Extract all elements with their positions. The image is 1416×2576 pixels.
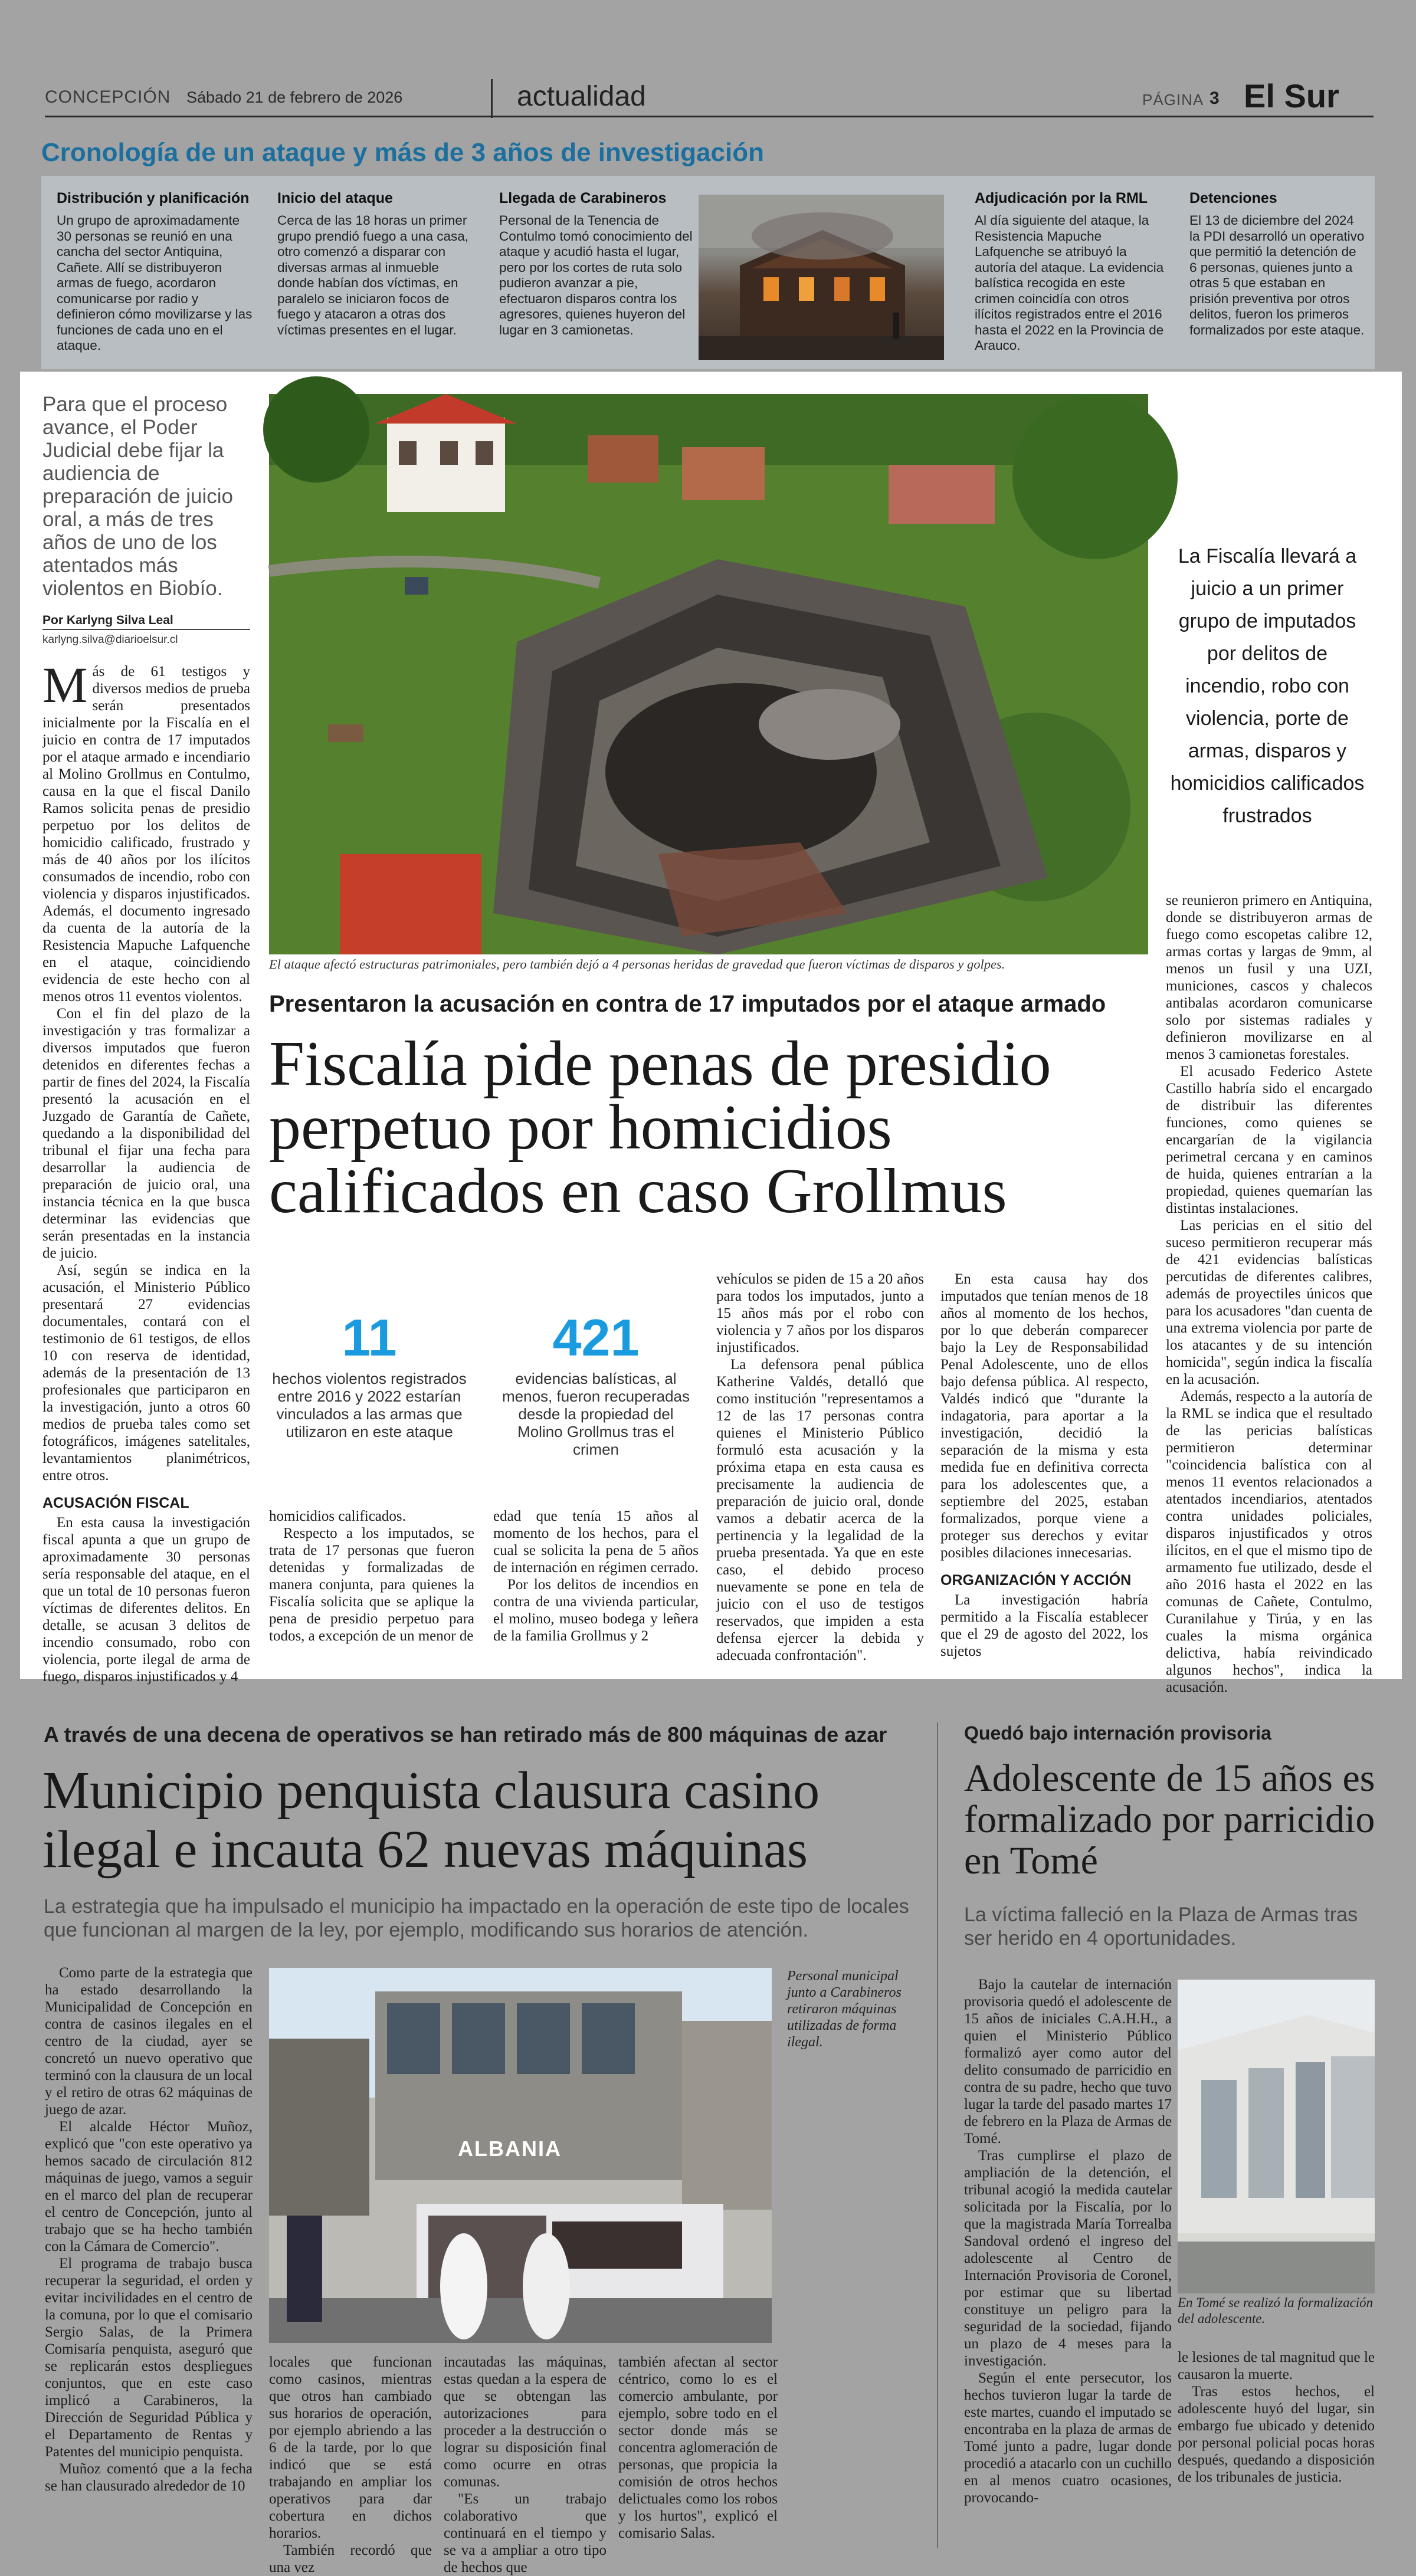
body-paragraph: El programa de trabajo busca recuperar la seguridad, el orden y evitar incivilidades en el centro de la comuna, por lo que el comisario Sergio Salas, de la Primera Comisaría penquista, aseguró que se replicarán estos despliegues conjuntos, que en este caso implicó a Carabineros, la Dirección de Seguridad Pública y el Departamento de Rentas y Patentes del municipio penquista. bbox=[45, 2256, 253, 2460]
body-paragraph: Según el ente persecutor, los hechos tuvieron lugar la tarde de este martes, cuando el imputado se encontraba en la plaza de armas de Tomé junto a padre, lugar donde procedió a atacarlo con un cuchillo en al menos cuatro ocasiones, provocando- bbox=[964, 2370, 1172, 2506]
byline-rule bbox=[42, 629, 250, 630]
byline: Por Karlyng Silva Leal bbox=[42, 613, 173, 627]
body-paragraph: La defensora penal pública Katherine Valdés, detalló que como institución "representamos a 12 de las 17 personas contra quienes el Ministerio Público formuló esta acusación y la próxima etapa en esta causa es precisamente la audiencia de preparación de juicio oral, donde vamos a debatir acerca de la pertinencia y la legalidad de la prueba presentada. Ya que en este caso, el debido proceso nuevamente se pone en tela de juicio con el uso de testigos reservados, que impiden a esta defensa ejercer la debida y adecuada confrontación". bbox=[716, 1357, 924, 1663]
body-paragraph: Por los delitos de incendios en contra de una vivienda particular, el molino, museo bodega y leñera de la familia Grollmus y 2 bbox=[493, 1577, 699, 1644]
body-paragraph: El acusado Federico Astete Castillo habría sido el encargado de distribuir las diferentes funciones, como quienes se encargarían de la vigilancia perimetral cercana y en caminos de huida, quienes entrarían a la propiedad, quienes quemarían las distintas instalaciones. bbox=[1166, 1064, 1372, 1216]
casino-photo-caption: Personal municipal junto a Carabineros retiraron máquinas utilizadas de forma ilegal. bbox=[787, 1968, 902, 2050]
timeline-text: Al día siguiente del ataque, la Resistencia Mapuche Lafquenche se atribuyó la autoría del ataque. La evidencia balística recogida en este crimen coincidía con otros ilícitos registrados entre el 2016 hasta el 2022 en la Provincia de Arauco. bbox=[975, 213, 1164, 353]
aerial-photo-caption: El ataque afectó estructuras patrimoniales, pero también dejó a 4 personas heridas de gravedad que fueron víctimas de disparos y golpes. bbox=[269, 957, 1005, 972]
drop-cap: M bbox=[42, 657, 88, 713]
body-paragraph: Bajo la cautelar de internación provisoria quedó el adolescente de 15 años de iniciales C.A.H.H., a quien el Ministerio Público formalizó ayer como autor del delito consumado de parricidio en contra de su padre, hecho que tuvo lugar la tarde del pasado martes 17 de febrero en la Plaza de Armas de Tomé. bbox=[964, 1977, 1172, 2147]
body-paragraph: Así, según se indica en la acusación, el Ministerio Público presentará 27 evidencias documentales, contará con el testimonio de 61 testigos, de ellos 10 con reserva de identidad, además de la presentación de 13 profesionales que participaron en la investigación, junto a otros 60 medios de prueba tales como set fotográficos, imágenes satelitales, levantamientos planimétricos, entre otros. bbox=[42, 1262, 250, 1484]
body-paragraph: se reunieron primero en Antiquina, donde se distribuyeron armas de fuego como escopetas calibre 12, armas cortas y largas de 9mm, al menos un fusil y una UZI, municiones, cascos y chalecos antibalas acordaron comunicarse solo por sistemas radiales y definieron movilizarse en al menos 3 camionetas forestales. bbox=[1166, 892, 1372, 1062]
casino-col-3 bbox=[444, 2354, 607, 2576]
stat-number-1: 11 bbox=[342, 1308, 397, 1367]
body-paragraph: homicidios calificados. bbox=[269, 1508, 406, 1524]
stat-label-2: evidencias balísticas, al menos, fueron recuperadas desde la propiedad del Molino Grollmus tras el crimen bbox=[502, 1370, 690, 1458]
body-paragraph: Con el fin del plazo de la investigación y tras formalizar a diversos imputados que fueron detenidos en diferentes fechas a partir de fines del 2024, la Fiscalía presentó la acusación en el Juzgado de Garantía de Cañete, quedando a la disponibilidad del tribunal el fijar una fecha para desarrollar la audiencia de preparación de juicio oral, una instancia técnica en la que busca determinar las evidencias que serán presentadas en la instancia de juicio. bbox=[42, 1006, 250, 1261]
timeline-heading: Llegada de Carabineros bbox=[499, 190, 667, 206]
building-photo bbox=[1178, 1980, 1375, 2293]
timeline-item-1 bbox=[57, 190, 257, 354]
masthead-city: CONCEPCIÓN bbox=[45, 87, 171, 107]
body-paragraph: En esta causa hay dos imputados que tenían menos de 18 años al momento de los hechos, por lo que deberán comparecer bajo la Ley de Responsabilidad Penal Adolescente, uno de ellos bajo defensa pública. Al respecto, Valdés indicó que "durante la indagatoria, para aportar a la investigación, decidió la separación de la misma y esta medida fue en definitiva correcta para los adolescentes que, a septiembre del 2025, estaban formalizados, porque viene a proteger sus derechos y evitar posibles dilaciones innecesarias. bbox=[940, 1271, 1148, 1561]
subhead-acusacion: ACUSACIÓN FISCAL bbox=[42, 1495, 189, 1511]
stat-number-2: 421 bbox=[552, 1308, 640, 1367]
building-photo-drawing bbox=[1178, 1980, 1375, 2293]
main-col-2 bbox=[269, 1508, 474, 1645]
casino-raid-photo bbox=[269, 1968, 772, 2343]
tome-photo-caption: En Tomé se realizó la formalización del adolescente. bbox=[1178, 2295, 1374, 2326]
timeline-text: Personal de la Tenencia de Contulmo tomó conocimiento del ataque y acudió hasta el lugar, pero por los cortes de ruta solo pudieron avanzar a pie, efectuaron disparos contra los agresores, quienes huyeron del lugar en 3 camionetas. bbox=[499, 213, 693, 337]
casino-col-4 bbox=[618, 2354, 778, 2542]
main-story-headline: Fiscalía pide penas de presidio perpetuo por homicidios calificados en caso Grollmus bbox=[269, 1029, 1051, 1226]
tome-deck: La víctima falleció en la Plaza de Armas tras ser herido en 4 oportunidades. bbox=[964, 1904, 1358, 1950]
body-paragraph: Como parte de la estrategia que ha estado desarrollando la Municipalidad de Concepción en contra de casinos ilegales en el centro de la ciudad, ayer se concretó un nuevo operativo que terminó con la clausura de un local y el retiro de otras 62 máquinas de juego de azar. bbox=[45, 1965, 253, 2118]
tome-col-2 bbox=[1178, 2349, 1375, 2486]
casino-col-2 bbox=[269, 2354, 432, 2576]
timeline-heading: Inicio del ataque bbox=[277, 190, 393, 206]
body-paragraph: También recordó que una vez bbox=[269, 2542, 432, 2575]
byline-email: karlyng.silva@diarioelsur.cl bbox=[42, 634, 178, 646]
masthead-page-label: PÁGINA bbox=[1142, 91, 1204, 109]
body-paragraph: La investigación habría permitido a la Fiscalía establecer que el 29 de agosto del 2022, los sujetos bbox=[940, 1592, 1148, 1659]
body-paragraph: Muñoz comentó que a la fecha se han clausurado alrededor de 10 bbox=[45, 2461, 253, 2494]
masthead-page-number: 3 bbox=[1210, 88, 1220, 108]
body-paragraph: El alcalde Héctor Muñoz, explicó que "con este operativo ya hemos sacado de circulación 812 máquinas de juego, vamos a seguir en el marco del plan de recuperar el centro de Concepción, junto al trabajo que se ha hecho también con la Cámara de Comercio". bbox=[45, 2119, 253, 2255]
main-col-4 bbox=[716, 1271, 924, 1664]
timeline-text: El 13 de diciembre del 2024 la PDI desarrolló un operativo que permitió la detención de 6 personas, quienes junto a otras 5 que estaban en prisión preventiva por otros delitos, fueron los primeros formalizados por este ataque. bbox=[1189, 213, 1365, 337]
body-paragraph: Tras estos hechos, el adolescente huyó del lugar, sin embargo fue ubicado y detenido por personal policial pocas horas después, quedando a disposición de los tribunales de justicia. bbox=[1178, 2384, 1375, 2485]
fire-photo bbox=[699, 195, 944, 360]
body-paragraph: Además, respecto a la autoría de la RML se indica que el resultado de las pericias balísticas permitieron determinar "coincidencia balística con al menos 11 eventos relacionados a atentados incendiarios, atentados contra unidades policiales, disparos injustificados y otros ilícitos, en el que el mismo tipo de armamento fue utilizado, desde el año 2016 hasta el 2022 en las comunas de Cañete, Contulmo, Curanilahue y Tirúa, y en las cuales la misma orgánica delictiva, había reivindicado algunos hechos", indica la acusación. bbox=[1166, 1389, 1372, 1695]
lead-text: ás de 61 testigos y diversos medios de prueba serán presentados inicialmente por la Fiscalía en el juicio en contra de 17 imputados por el ataque armado e incendiario al Molino Grollmus en Contulmo, causa en la que el fiscal Danilo Ramos solicita penas de presidio perpetuo por los delitos de homicidio calificado, frustrado y más de 40 años por los ilícitos consumados de incendio, robo con violencia y disparos injustificados. Además, el documento ingresado da cuenta de la autoría de la Resistencia Mapuche Lafquenche en el ataque, coincidiendo evidencia de este hecho con al menos otros 11 eventos violentos. bbox=[42, 664, 250, 1005]
timeline-item-2 bbox=[277, 190, 478, 338]
masthead-date: Sábado 21 de febrero de 2026 bbox=[186, 88, 403, 106]
timeline-text: Cerca de las 18 horas un primer grupo prendió fuego a una casa, otro comenzó a disparar con diversas armas al inmueble donde habían dos víctimas, en paralelo se iniciaron focos de fuego y atacaron a otras dos víctimas presentes en el lugar. bbox=[277, 213, 468, 337]
pullquote: La Fiscalía llevará a juicio a un primer grupo de imputados por delitos de incendio, robo con violencia, porte de armas, disparos y homicidios calificados frustrados bbox=[1170, 545, 1365, 827]
subhead-organizacion: ORGANIZACIÓN Y ACCIÓN bbox=[940, 1572, 1132, 1589]
body-paragraph: incautadas las máquinas, estas quedan a la espera de que se obtengan las autorizaciones para proceder a la destrucción o lograr su disposición final como ocurre en otras comunas. bbox=[444, 2354, 607, 2490]
body-paragraph: vehículos se piden de 15 a 20 años para todos los imputados, junto a 15 años más por el robo con violencia y 7 años por los disparos injustificados. bbox=[716, 1271, 924, 1356]
body-paragraph: Tras cumplirse el plazo de ampliación de la detención, el tribunal acogió la medida cautelar solicitada por la Fiscalía, por lo que la magistrada María Torrealba Sandoval ordenó el ingreso del adolescente al Centro de Internación Provisoria de Coronel, por estimar que su libertad constituye un peligro para la seguridad de la sociedad, fijando un plazo de 4 meses para la investigación. bbox=[964, 2148, 1172, 2369]
main-col-6 bbox=[1166, 892, 1372, 1696]
timeline-item-3 bbox=[499, 190, 700, 338]
aerial-photo-drawing bbox=[269, 394, 1148, 954]
masthead bbox=[45, 73, 1374, 118]
timeline-heading: Detenciones bbox=[1189, 190, 1277, 206]
casino-deck: La estrategia que ha impulsado el municipio ha impactado en la operación de este tipo de locales que funcionan al margen de la ley, por ejemplo, modificando sus horarios de atención. bbox=[44, 1895, 909, 1941]
casino-sign: ALBANIA bbox=[458, 2137, 562, 2161]
body-paragraph: "Es un trabajo colaborativo que continuará en el tiempo y se va a ampliar a otro tipo de hechos que bbox=[444, 2491, 607, 2575]
main-story-deck: Para que el proceso avance, el Poder Judicial debe fijar la audiencia de preparación de juicio oral, a más de tres años de uno de los atentados más violentos en Biobío. bbox=[42, 393, 233, 600]
timeline-heading: Distribución y planificación bbox=[57, 190, 250, 206]
main-story-kicker: Presentaron la acusación en contra de 17 imputados por el ataque armado bbox=[269, 991, 1106, 1017]
timeline-text: Un grupo de aproximadamente 30 personas se reunió en una cancha del sector Antiquina, Cañete. Allí se distribuyeron armas de fuego, acordaron comunicarse por radio y definieron cómo movilizarse y las funciones de cada uno en el ataque. bbox=[57, 213, 253, 353]
body-paragraph: edad que tenía 15 años al momento de los hechos, para el cual se solicita la pena de 5 años de internación en régimen cerrado. bbox=[493, 1508, 699, 1576]
tome-col-1 bbox=[964, 1976, 1172, 2506]
casino-headline: Municipio penquista clausura casino ilegal e incauta 62 nuevas máquinas bbox=[42, 1761, 820, 1879]
masthead-section: actualidad bbox=[517, 81, 646, 112]
body-paragraph: le lesiones de tal magnitud que le causaron la muerte. bbox=[1178, 2349, 1375, 2383]
masthead-rule bbox=[45, 116, 1374, 117]
timeline-item-4 bbox=[975, 190, 1166, 354]
casino-kicker: A través de una decena de operativos se han retirado más de 800 máquinas de azar bbox=[44, 1722, 887, 1747]
section-divider bbox=[937, 1722, 938, 2548]
body-paragraph: Las pericias en el sitio del suceso permitieron recuperar más de 421 evidencias balísticas percutidas de diferentes calibres, además de proyectiles únicos que para los acusadores "dan cuenta de una extrema violencia por parte de los atacantes y de su intención homicida", según indica la fiscalía en la acusación. bbox=[1166, 1218, 1372, 1387]
main-col-1 bbox=[42, 657, 250, 1685]
tome-headline: Adolescente de 15 años es formalizado por parricidio en Tomé bbox=[964, 1757, 1375, 1882]
body-paragraph: Respecto a los imputados, se trata de 17 personas que fueron detenidas y formalizadas de manera conjunta, para quienes la Fiscalía solicita que se aplique la pena de presidio perpetuo para todos, a excepción de un menor de bbox=[269, 1525, 474, 1644]
body-paragraph: En esta causa la investigación fiscal apunta a que un grupo de aproximadamente 30 personas sería responsable del ataque, en el que un total de 10 personas fueron víctimas de diferentes delitos. En detalle, se acusan 3 delitos de incendio consumado, robo con violencia, porte ilegal de arma de fuego, disparos injustificados y 4 bbox=[42, 1515, 250, 1685]
fire-photo-drawing bbox=[699, 195, 944, 360]
body-paragraph: también afectan al sector céntrico, como lo es el comercio ambulante, por ejemplo, sobre todo en el sector donde más se concentra aglomeración de personas, que propicia la comisión de otros hechos delictuales como los robos y los hurtos", explicó el comisario Salas. bbox=[618, 2354, 778, 2541]
main-col-5 bbox=[940, 1271, 1148, 1660]
timeline-title: Cronología de un ataque y más de 3 años de investigación bbox=[41, 138, 764, 167]
aerial-photo bbox=[269, 394, 1148, 954]
main-col-3 bbox=[493, 1508, 699, 1645]
masthead-divider bbox=[491, 79, 493, 118]
timeline-heading: Adjudicación por la RML bbox=[975, 190, 1148, 206]
tome-kicker: Quedó bajo internación provisoria bbox=[964, 1722, 1271, 1744]
stat-box-2 bbox=[496, 1310, 696, 1458]
body-paragraph: locales que funcionan como casinos, mientras que otros han cambiado sus horarios de operación, por ejemplo abriendo a las 6 de la tarde, por lo que indicó que se está trabajando en ampliar los operativos para dar cobertura en dichos horarios. bbox=[269, 2354, 432, 2541]
stat-box-1 bbox=[269, 1310, 470, 1440]
timeline-item-5 bbox=[1189, 190, 1366, 338]
lead-paragraph bbox=[42, 657, 250, 1005]
masthead-logo: El Sur bbox=[1244, 77, 1339, 114]
casino-col-1 bbox=[45, 1964, 253, 2495]
stat-label-1: hechos violentos registrados entre 2016 y 2022 estarían vinculados a las armas que utilizaron en este ataque bbox=[272, 1370, 467, 1440]
